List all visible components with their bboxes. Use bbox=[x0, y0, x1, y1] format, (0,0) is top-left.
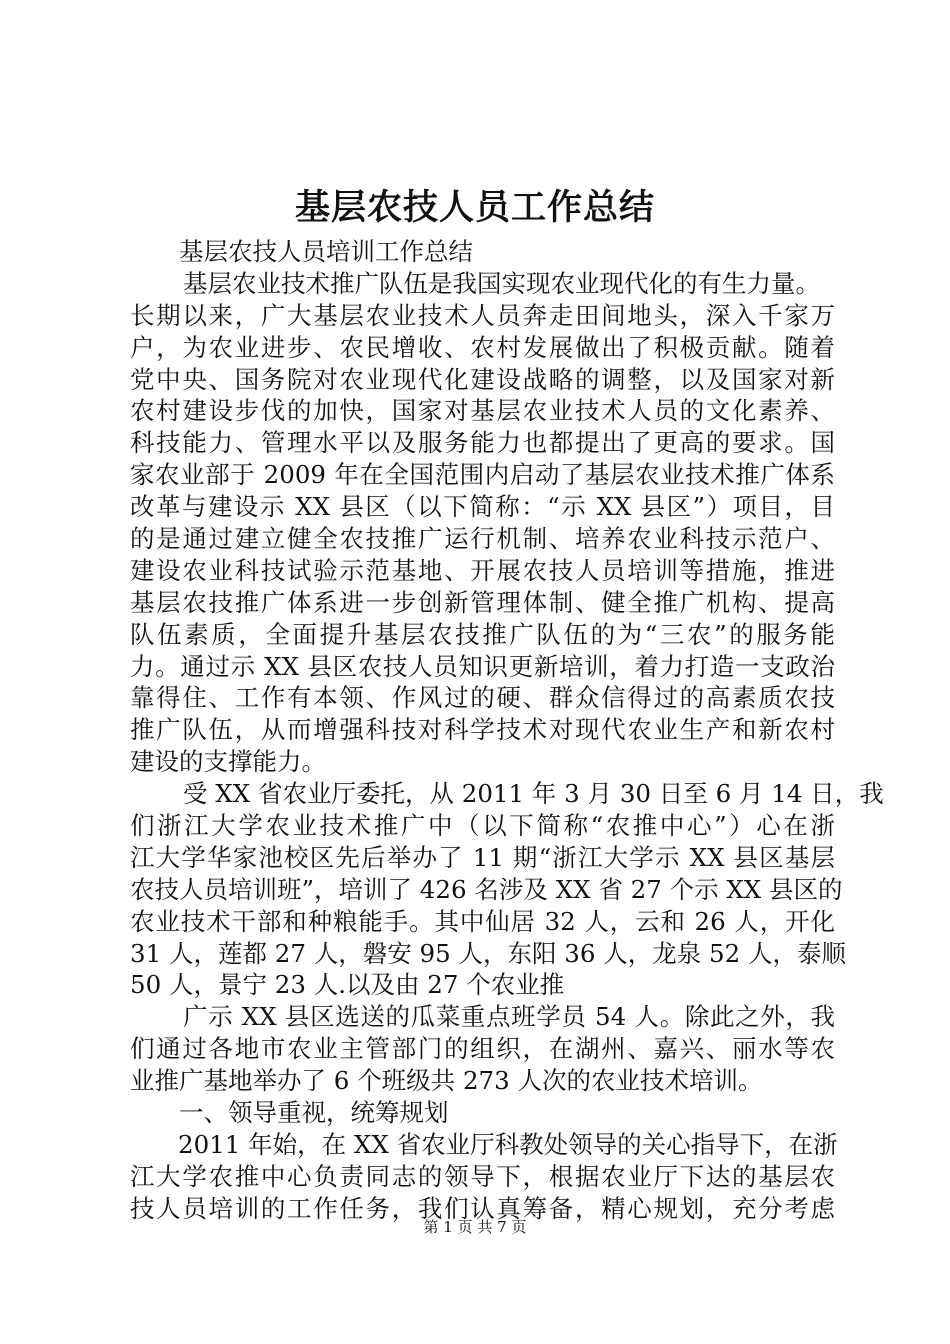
text-line: 2011 年始，在 XX 省农业厅科教处领导的关心指导下，在浙 bbox=[178, 1129, 838, 1159]
text-line: 党中央、国务院对农业现代化建设战略的调整，以及国家对新 bbox=[130, 364, 835, 394]
text-line: 们浙江大学农业技术推广中（以下简称“农推中心”）心在浙 bbox=[130, 811, 835, 841]
text-line: 基层农技推广体系进一步创新管理体制、健全推广机构、提高 bbox=[130, 587, 835, 617]
text-line: 江大学农推中心负责同志的领导下，根据农业厅下达的基层农 bbox=[130, 1161, 835, 1191]
text-line: 建设的支撑能力。 bbox=[130, 747, 326, 777]
document-body bbox=[130, 236, 884, 1225]
text-line: 业推广基地举办了 6 个班级共 273 人次的农业技术培训。 bbox=[130, 1066, 763, 1096]
text-line: 队伍素质，全面提升基层农技推广队伍的为“三农”的服务能 bbox=[130, 619, 835, 649]
text-line: 农业技术干部和种粮能手。其中仙居 32 人，云和 26 人，开化 bbox=[130, 906, 835, 936]
page-title: 基层农技人员工作总结 bbox=[294, 187, 655, 228]
text-line: 基层农业技术推广队伍是我国实现农业现代化的有生力量。 bbox=[183, 268, 820, 298]
text-line: 的是通过建立健全农技推广运行机制、培养农业科技示范户、 bbox=[130, 524, 835, 554]
text-line: 长期以来，广大基层农业技术人员奔走田间地头，深入千家万 bbox=[130, 300, 835, 330]
text-line: 们通过各地市农业主管部门的组织，在湖州、嘉兴、丽水等农 bbox=[130, 1034, 835, 1064]
text-line: 力。通过示 XX 县区农技人员知识更新培训，着力打造一支政治 bbox=[130, 651, 835, 681]
text-line: 家农业部于 2009 年在全国范围内启动了基层农业技术推广体系 bbox=[130, 460, 835, 490]
text-line: 50 人，景宁 23 人.以及由 27 个农业推 bbox=[130, 970, 565, 1000]
page-footer: 第 1 页 共 7 页 bbox=[423, 1218, 527, 1236]
text-line: 一、领导重视，统筹规划 bbox=[179, 1098, 449, 1128]
text-line: 受 XX 省农业厅委托，从 2011 年 3 月 30 日至 6 月 14 日，我 bbox=[183, 779, 884, 809]
text-line: 靠得住、工作有本领、作风过的硬、群众信得过的高素质农技 bbox=[130, 683, 835, 713]
text-line: 建设农业科技试验示范基地、开展农技人员培训等措施，推进 bbox=[130, 555, 835, 585]
text-line: 农村建设步伐的加快，国家对基层农业技术人员的文化素养、 bbox=[130, 396, 835, 426]
text-line: 推广队伍，从而增强科技对科学技术对现代农业生产和新农村 bbox=[130, 715, 835, 745]
text-line: 31 人，莲都 27 人，磐安 95 人，东阳 36 人，龙泉 52 人，泰顺 bbox=[130, 938, 846, 968]
text-line: 江大学华家池校区先后举办了 11 期“浙江大学示 XX 县区基层 bbox=[130, 842, 835, 872]
text-line: 技人员培训的工作任务，我们认真筹备，精心规划，充分考虑 bbox=[130, 1193, 835, 1223]
text-line: 农技人员培训班”，培训了 426 名涉及 XX 省 27 个示 XX 县区的 bbox=[130, 874, 843, 904]
text-line: 基层农技人员培训工作总结 bbox=[179, 237, 473, 266]
text-line: 户，为农业进步、农民增收、农村发展做出了积极贡献。随着 bbox=[130, 332, 835, 362]
text-line: 改革与建设示 XX 县区（以下简称：“示 XX 县区”）项目，目 bbox=[130, 492, 835, 522]
text-line: 广示 XX 县区选送的瓜菜重点班学员 54 人。除此之外，我 bbox=[183, 1002, 835, 1032]
text-line: 科技能力、管理水平以及服务能力也都提出了更高的要求。国 bbox=[130, 428, 835, 458]
